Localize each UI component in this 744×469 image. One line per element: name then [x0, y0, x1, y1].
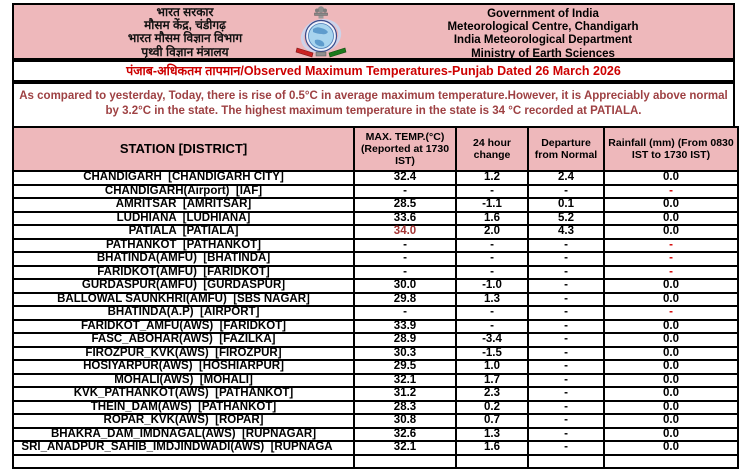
cell-change: - [456, 266, 528, 280]
col-header-max-temp: MAX. TEMP.(°C) (Reported at 1730 IST) [354, 127, 456, 171]
cell-station: FIROZPUR_KVK(AWS) [FIROZPUR] [13, 347, 354, 361]
cell-rain: 0.0 [604, 401, 738, 415]
col-header-departure: Departure from Normal [528, 127, 604, 171]
cell-departure: - [528, 279, 604, 293]
ashoka-emblem-icon [315, 6, 328, 18]
cell-change: - [456, 252, 528, 266]
table-row [13, 212, 738, 226]
cell-departure: - [528, 414, 604, 428]
cell-change: 1.3 [456, 293, 528, 307]
cell-rain: 0.0 [604, 414, 738, 428]
cell-change: - [456, 320, 528, 334]
hindi-line: पृथ्वी विज्ञान मंत्रालय [141, 44, 229, 59]
cell-departure: 0.1 [528, 198, 604, 212]
cell-station: HOSIYARPUR(AWS) [HOSHIARPUR] [13, 360, 354, 374]
cell-temp: 30.0 [354, 279, 456, 293]
cell-rain: 0.0 [604, 441, 738, 455]
cell-temp: 31.2 [354, 387, 456, 401]
cell-station: BHATINDA(A.P) [AIRPORT] [13, 306, 354, 320]
cell-temp: 32.1 [354, 441, 456, 455]
summary-line: As compared to yesterday, Today, there is rise of 0.5°C in average maximum temperature.However, it is Appreciably above normal [19, 90, 728, 102]
cell-temp: - [354, 306, 456, 320]
cell-departure: 4.3 [528, 225, 604, 239]
cell-rain: - [604, 306, 738, 320]
cell-departure: - [528, 360, 604, 374]
bulletin-title: पंजाब-अधिकतम तापमान/Observed Maximum Temperatures-Punjab Dated 26 March 2026 [12, 60, 735, 82]
cell-rain: 0.0 [604, 333, 738, 347]
cell-temp: 28.9 [354, 333, 456, 347]
cell-departure: - [528, 306, 604, 320]
cell-departure: - [528, 185, 604, 199]
cell-temp: - [354, 266, 456, 280]
cell-change: -1.5 [456, 347, 528, 361]
cell-temp: - [354, 252, 456, 266]
cell-station: FASC_ABOHAR(AWS) [FAZILKA] [13, 333, 354, 347]
cell-departure: - [528, 333, 604, 347]
cell-rain: 0.0 [604, 347, 738, 361]
cell-change: 2.3 [456, 387, 528, 401]
cell-rain: 0.0 [604, 225, 738, 239]
cell-departure: - [528, 441, 604, 455]
cell-temp: 32.4 [354, 171, 456, 185]
cell-station: PATIALA [PATIALA] [13, 225, 354, 239]
hindi-line: भारत सरकार [156, 5, 214, 19]
table-header-row [13, 127, 738, 171]
cell-change: 0.7 [456, 414, 528, 428]
cell-departure: - [528, 252, 604, 266]
table-row [13, 333, 738, 347]
table-row [13, 428, 738, 442]
summary-line: by 3.2°C in the state. The highest maximum temperature in the state is 34 °C recorded at PATIALA. [105, 105, 642, 117]
cell-station: FARIDKOT_AMFU(AWS) [FARIDKOT] [13, 320, 354, 334]
cell-departure: - [528, 320, 604, 334]
cell-temp: 29.5 [354, 360, 456, 374]
cell-change: 1.0 [456, 360, 528, 374]
cell-station: FARIDKOT(AMFU) [FARIDKOT] [13, 266, 354, 280]
cell-rain: - [604, 185, 738, 199]
cell-rain: 0.0 [604, 374, 738, 388]
cell-change: -1.1 [456, 198, 528, 212]
cell-temp: 34.0 [354, 225, 456, 239]
table-row [13, 401, 738, 415]
cell-rain: 0.0 [604, 212, 738, 226]
table-row [13, 239, 738, 253]
cell-station: ROPAR_KVK(AWS) [ROPAR] [13, 414, 354, 428]
english-line: India Meteorological Department [453, 34, 633, 47]
table-row [13, 360, 738, 374]
cell-change: 2.0 [456, 225, 528, 239]
cell-change: - [456, 185, 528, 199]
cell-station: BHAKRA_DAM_IMDNAGAL(AWS) [RUPNAGAR] [13, 428, 354, 442]
hindi-line: भारत मौसम विज्ञान विभाग [127, 31, 243, 46]
green-ribbon-icon [329, 48, 346, 57]
table-row [13, 320, 738, 334]
cell-departure: - [528, 293, 604, 307]
cell-change: -3.4 [456, 333, 528, 347]
cell-station: GURDASPUR(AMFU) [GURDASPUR] [13, 279, 354, 293]
cell-rain: - [604, 266, 738, 280]
cell-temp: 32.1 [354, 374, 456, 388]
cell-station: PATHANKOT [PATHANKOT] [13, 239, 354, 253]
table-row [13, 414, 738, 428]
english-line: Ministry of Earth Sciences [471, 47, 615, 60]
col-header-rainfall: Rainfall (mm) (From 0830 IST to 1730 IST) [604, 127, 738, 171]
cell-station: BALLOWAL SAUNKHRI(AMFU) [SBS NAGAR] [13, 293, 354, 307]
cell-temp: 28.3 [354, 401, 456, 415]
table-row [13, 198, 738, 212]
cell-station: CHANDIGARH [CHANDIGARH CITY] [13, 171, 354, 185]
cell-temp: 28.5 [354, 198, 456, 212]
cell-station: MOHALI(AWS) [MOHALI] [13, 374, 354, 388]
table-row [13, 266, 738, 280]
cell-rain: 0.0 [604, 360, 738, 374]
summary-text [12, 82, 735, 128]
cell-change: - [456, 306, 528, 320]
table-row [13, 387, 738, 401]
cell-change: 1.6 [456, 212, 528, 226]
cell-departure: - [528, 428, 604, 442]
cell-rain: - [604, 252, 738, 266]
hindi-line: मौसम केंद्र, चंडीगढ़ [144, 18, 226, 33]
cell-station: CHANDIGARH(Airport) [IAF] [13, 185, 354, 199]
table-row [13, 185, 738, 199]
cell-temp: 30.3 [354, 347, 456, 361]
cell-temp: 33.6 [354, 212, 456, 226]
table-row [13, 374, 738, 388]
table-row [13, 225, 738, 239]
cell-rain: 0.0 [604, 279, 738, 293]
cell-departure: - [528, 374, 604, 388]
cell-station: SRI_ANADPUR_SAHIB_IMDJINDWADI(AWS) [RUPNAGA [13, 441, 354, 455]
temperature-table [12, 126, 739, 469]
cell-station: AMRITSAR [AMRITSAR] [13, 198, 354, 212]
cell-temp: - [354, 239, 456, 253]
cell-temp: 33.9 [354, 320, 456, 334]
cell-departure: 5.2 [528, 212, 604, 226]
cell-departure: - [528, 387, 604, 401]
cell-rain: - [604, 239, 738, 253]
cell-temp: 30.8 [354, 414, 456, 428]
cell-station: THEIN_DAM(AWS) [PATHANKOT] [13, 401, 354, 415]
cell-change: 1.2 [456, 171, 528, 185]
english-line: Meteorological Centre, Chandigarh [447, 21, 639, 34]
cell-rain: 0.0 [604, 198, 738, 212]
cell-station: LUDHIANA [LUDHIANA] [13, 212, 354, 226]
table-row [13, 306, 738, 320]
cell-departure: 2.4 [528, 171, 604, 185]
table-row [13, 252, 738, 266]
cell-departure: - [528, 347, 604, 361]
cell-change: - [456, 239, 528, 253]
english-line: Government of India [487, 8, 599, 20]
cell-station: BHATINDA(AMFU) [BHATINDA] [13, 252, 354, 266]
table-row [13, 441, 738, 455]
cell-temp: - [354, 185, 456, 199]
cell-change: 1.6 [456, 441, 528, 455]
cell-rain: 0.0 [604, 171, 738, 185]
english-department-lines [357, 8, 729, 61]
cell-change: -1.0 [456, 279, 528, 293]
cell-departure: - [528, 266, 604, 280]
cell-change: 1.3 [456, 428, 528, 442]
cell-change: 1.7 [456, 374, 528, 388]
cell-rain: 0.0 [604, 320, 738, 334]
cell-rain: 0.0 [604, 428, 738, 442]
cell-departure: - [528, 401, 604, 415]
table-row [13, 347, 738, 361]
cell-temp: 32.6 [354, 428, 456, 442]
table-row [13, 293, 738, 307]
cell-rain: 0.0 [604, 293, 738, 307]
cell-change: 0.2 [456, 401, 528, 415]
table-row [13, 279, 738, 293]
col-header-station: STATION [DISTRICT] [13, 127, 354, 171]
cell-station: KVK_PATHANKOT(AWS) [PATHANKOT] [13, 387, 354, 401]
cell-departure: - [528, 239, 604, 253]
col-header-24h-change: 24 hour change [456, 127, 528, 171]
letterhead [12, 3, 735, 60]
table-body [13, 171, 738, 468]
table-row [13, 171, 738, 185]
imd-logo-icon [290, 5, 352, 66]
cell-rain: 0.0 [604, 387, 738, 401]
cell-temp: 29.8 [354, 293, 456, 307]
